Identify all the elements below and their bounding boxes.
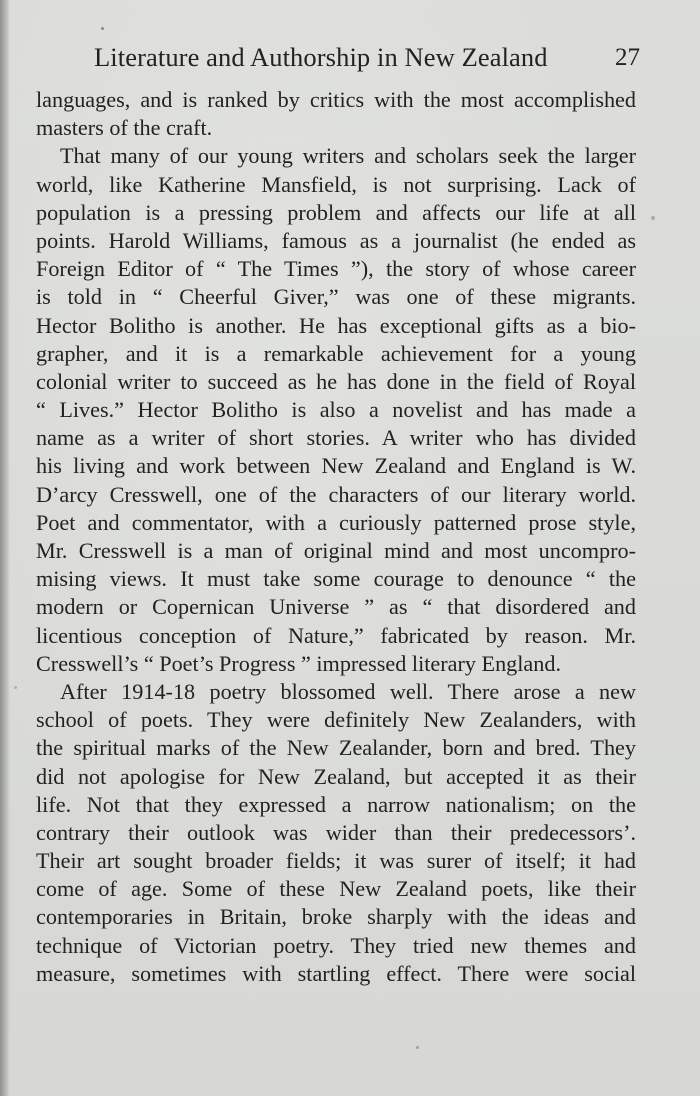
- text-line: did not apologise for New Zealand, but accepted it as their: [36, 763, 636, 789]
- text-line: Foreign Editor of “ The Times ”), the story of whose career: [36, 256, 636, 282]
- page-number: 27: [615, 44, 640, 71]
- text-line: colonial writer to succeed as he has done in the field of Royal: [36, 368, 636, 394]
- text-line: points. Harold Williams, famous as a journalist (he ended as: [36, 227, 636, 253]
- text-line: mising views. It must take some courage to denounce “ the: [36, 566, 636, 592]
- paper-speck: [416, 1046, 419, 1049]
- text-line: Poet and commentator, with a curiously patterned prose style,: [36, 509, 636, 535]
- text-line: technique of Victorian poetry. They tried new themes and: [36, 932, 636, 958]
- text-line: After 1914-18 poetry blossomed well. There arose a new: [60, 678, 636, 704]
- running-head: [36, 42, 640, 78]
- text-line: languages, and is ranked by critics with the most accomplished: [36, 87, 636, 112]
- text-line: measure, sometimes with startling effect. There were social: [36, 960, 636, 986]
- text-line: That many of our young writers and scholars seek the larger: [60, 143, 636, 169]
- text-line: his living and work between New Zealand and England is W.: [36, 453, 636, 479]
- text-line: licentious conception of Nature,” fabricated by reason. Mr.: [36, 622, 636, 648]
- text-line: masters of the craft.: [36, 115, 213, 141]
- page-edge-shadow: [0, 0, 10, 1096]
- text-line: contrary their outlook was wider than their predecessors’.: [36, 819, 636, 845]
- paper-speck: [651, 216, 655, 220]
- text-line: come of age. Some of these New Zealand poets, like their: [36, 876, 636, 902]
- text-line: life. Not that they expressed a narrow nationalism; on the: [36, 791, 636, 817]
- text-line: world, like Katherine Mansfield, is not surprising. Lack of: [36, 171, 636, 197]
- text-line: contemporaries in Britain, broke sharply with the ideas and: [36, 904, 636, 930]
- text-line: the spiritual marks of the New Zealander, born and bred. They: [36, 735, 636, 761]
- text-line: school of poets. They were definitely New Zealanders, with: [36, 707, 636, 733]
- text-line: Mr. Cresswell is a man of original mind and most uncompro-: [36, 538, 636, 563]
- text-line: D’arcy Cresswell, one of the characters of our literary world.: [36, 481, 636, 507]
- text-line: Hector Bolitho is another. He has exceptional gifts as a bio-: [36, 312, 636, 338]
- text-line: Their art sought broader fields; it was surer of itself; it had: [36, 848, 636, 874]
- text-line: is told in “ Cheerful Giver,” was one of these migrants.: [36, 284, 636, 310]
- text-line: grapher, and it is a remarkable achievement for a young: [36, 340, 636, 366]
- text-line: Cresswell’s “ Poet’s Progress ” impressed literary England.: [36, 650, 562, 676]
- paper-speck: [101, 27, 104, 30]
- text-line: name as a writer of short stories. A writer who has divided: [36, 425, 636, 451]
- body-text: [36, 86, 636, 988]
- text-line: modern or Copernican Universe ” as “ that disordered and: [36, 594, 636, 620]
- text-line: population is a pressing problem and affects our life at all: [36, 199, 636, 225]
- running-title: Literature and Authorship in New Zealand: [94, 42, 548, 72]
- text-line: “ Lives.” Hector Bolitho is also a novelist and has made a: [36, 397, 636, 423]
- paper-speck: [14, 686, 17, 689]
